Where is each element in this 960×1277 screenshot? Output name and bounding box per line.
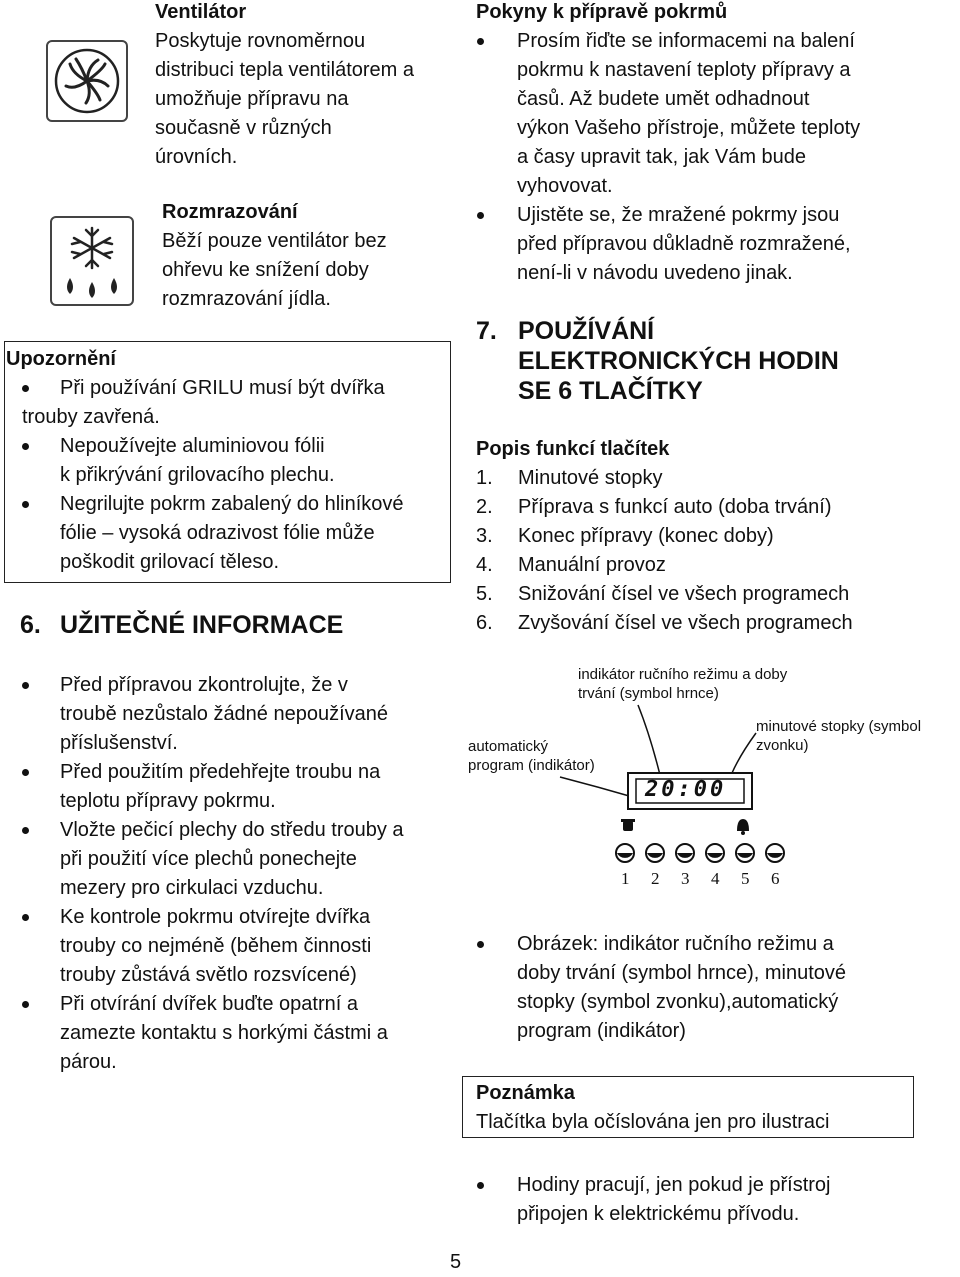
button-number: 4 (711, 869, 720, 888)
info-line: párou. (60, 1051, 117, 1073)
fan-line: distribuci tepla ventilátorem a (155, 59, 415, 81)
info-line: troubě nezůstalo žádné nepoužívané (60, 703, 389, 725)
button-number: 2 (651, 869, 660, 888)
prep-title: Pokyny k přípravě pokrmů (476, 1, 728, 23)
info-line: Vložte pečicí plechy do středu trouby a (60, 819, 404, 841)
defrost-title: Rozmrazování (162, 201, 298, 223)
bullet-icon (22, 827, 29, 834)
list-item (22, 758, 452, 816)
snowflake-drops-icon (52, 218, 132, 304)
list-item (476, 551, 946, 580)
section-7-title (518, 316, 839, 406)
fan-icon (48, 42, 126, 120)
list-item (476, 464, 946, 493)
item-text: Snižování čísel ve všech programech (518, 583, 850, 605)
bullet-icon (22, 914, 29, 921)
caption-line: program (indikátor) (517, 1020, 686, 1042)
item-number: 6. (476, 612, 493, 634)
prep-line: časů. Až budete umět odhadnout (517, 88, 810, 110)
note-text: Tlačítka byla očíslována jen pro ilustraci (476, 1111, 830, 1133)
fan-title: Ventilátor (155, 1, 247, 23)
list-item (477, 201, 947, 288)
list-item (476, 580, 946, 609)
info-line: teplotu přípravy pokrmu. (60, 790, 276, 812)
list-item (22, 671, 452, 758)
bullet-icon (477, 941, 484, 948)
button-number: 3 (681, 869, 690, 888)
warning-line: poškodit grilovací těleso. (60, 551, 280, 573)
item-number: 5. (476, 583, 493, 605)
caption-line: Obrázek: indikátor ručního režimu a (517, 933, 834, 955)
prep-line: a časy upravit tak, jak Vám bude (517, 146, 807, 168)
defrost-mode-icon (50, 216, 134, 306)
info-line: zamezte kontaktu s horkými částmi a (60, 1022, 388, 1044)
prep-line: Ujistěte se, že mražené pokrmy jsou (517, 204, 840, 226)
section-7-title-line: SE 6 TLAČÍTKY (518, 377, 703, 405)
caption-line: doby trvání (symbol hrnce), minutové (517, 962, 847, 984)
bullet-icon (22, 385, 29, 392)
list-item (22, 432, 447, 490)
list-item (22, 816, 452, 903)
fan-line: úrovních. (155, 146, 238, 168)
list-item (22, 903, 452, 990)
warning-list (22, 374, 447, 577)
defrost-line: rozmrazování jídla. (162, 288, 331, 310)
item-text: Konec přípravy (konec doby) (518, 525, 774, 547)
list-item (22, 374, 447, 432)
warning-line: trouby zavřená. (22, 406, 160, 428)
panel-label-line: minutové stopky (symbol (756, 718, 922, 735)
info-line: trouby zůstává světlo rozsvícené) (60, 964, 357, 986)
item-text: Příprava s funkcí auto (doba trvání) (518, 496, 832, 518)
item-number: 1. (476, 467, 493, 489)
defrost-line: ohřevu ke snížení doby (162, 259, 369, 281)
prep-line: není-li v návodu uvedeno jinak. (517, 262, 793, 284)
section-7-title-line: POUŽÍVÁNÍ (518, 317, 655, 345)
panel-label-line: indikátor ručního režimu a doby (578, 666, 788, 683)
bullet-icon (22, 769, 29, 776)
item-text: Manuální provoz (518, 554, 666, 576)
info-line: Ke kontrole pokrmu otvírejte dvířka (60, 906, 371, 928)
prep-line: výkon Vašeho přístroje, můžete teploty (517, 117, 861, 139)
list-item (477, 27, 947, 201)
fan-description (155, 27, 414, 172)
info-line: při použití více plechů ponechejte (60, 848, 357, 870)
list-item (476, 609, 946, 638)
button-number: 1 (621, 869, 630, 888)
list-item (476, 493, 946, 522)
list-item (476, 522, 946, 551)
item-text: Minutové stopky (518, 467, 663, 489)
bullet-icon (22, 501, 29, 508)
prep-line: před přípravou důkladně rozmražené, (517, 233, 851, 255)
panel-buttons (616, 844, 784, 862)
warning-line: Při používání GRILU musí být dvířka (60, 377, 385, 399)
warning-line: Nepoužívejte aluminiovou fólii (60, 435, 325, 457)
bullet-icon (22, 682, 29, 689)
functions-title: Popis funkcí tlačítek (476, 438, 670, 460)
bullet-icon (477, 212, 484, 219)
pot-icon (621, 819, 635, 831)
section-6-number: 6. (20, 611, 41, 639)
item-number: 3. (476, 525, 493, 547)
pointer-line (638, 705, 660, 775)
button-number: 5 (741, 869, 750, 888)
warning-title: Upozornění (6, 348, 116, 370)
bullet-icon (477, 1182, 484, 1189)
button-numbers (617, 869, 817, 893)
power-line: připojen k elektrickému přívodu. (517, 1203, 800, 1225)
panel-label-line: trvání (symbol hrnce) (578, 685, 719, 702)
panel-label-line: program (indikátor) (468, 757, 595, 774)
power-list (477, 1171, 947, 1229)
info-line: trouby co nejméně (během činnosti (60, 935, 372, 957)
note-title: Poznámka (476, 1082, 575, 1104)
warning-line: Negrilujte pokrm zabalený do hliníkové (60, 493, 404, 515)
bullet-icon (477, 38, 484, 45)
prep-line: pokrmu k nastavení teploty přípravy a (517, 59, 851, 81)
defrost-line: Běží pouze ventilátor bez (162, 230, 387, 252)
warning-line: fólie – vysoká odrazivost fólie může (60, 522, 375, 544)
list-item (477, 930, 947, 1046)
prep-line: Prosím řiďte se informacemi na balení (517, 30, 855, 52)
defrost-description (162, 227, 387, 314)
warning-line: k přikrývání grilovacího plechu. (60, 464, 335, 486)
fan-mode-icon (46, 40, 128, 122)
info-line: Před přípravou zkontrolujte, že v (60, 674, 348, 696)
info-line: mezery pro cirkulaci vzduchu. (60, 877, 324, 899)
info-line: Při otvírání dvířek buďte opatrní a (60, 993, 358, 1015)
caption-list (477, 930, 947, 1046)
page-number: 5 (450, 1251, 462, 1273)
item-number: 4. (476, 554, 493, 576)
control-panel-illustration (460, 655, 960, 905)
list-item (477, 1171, 947, 1229)
list-item (22, 990, 452, 1077)
list-item (22, 490, 447, 577)
bullet-icon (22, 443, 29, 450)
power-line: Hodiny pracují, jen pokud je přístroj (517, 1174, 831, 1196)
caption-line: stopky (symbol zvonku),automatický (517, 991, 839, 1013)
item-number: 2. (476, 496, 493, 518)
panel-label-line: zvonku) (756, 737, 809, 754)
bell-icon (737, 819, 749, 835)
fan-line: současně v různých (155, 117, 332, 139)
panel-label-line: automatický (468, 738, 549, 755)
section-7-number: 7. (476, 317, 497, 345)
prep-list (477, 27, 947, 288)
info-line: příslušenství. (60, 732, 178, 754)
functions-list (476, 464, 946, 638)
prep-line: vyhovovat. (517, 175, 613, 197)
display-readout: 20:00 (645, 777, 727, 802)
fan-line: umožňuje přípravu na (155, 88, 349, 110)
bullet-icon (22, 1001, 29, 1008)
item-text: Zvyšování čísel ve všech programech (518, 612, 853, 634)
section-7-title-line: ELEKTRONICKÝCH HODIN (518, 347, 839, 375)
section-6-title: UŽITEČNÉ INFORMACE (60, 611, 344, 639)
fan-line: Poskytuje rovnoměrnou (155, 30, 366, 52)
pointer-line (732, 733, 756, 773)
button-number: 6 (771, 869, 780, 888)
useful-info-list (22, 671, 452, 1077)
info-line: Před použitím předehřejte troubu na (60, 761, 381, 783)
